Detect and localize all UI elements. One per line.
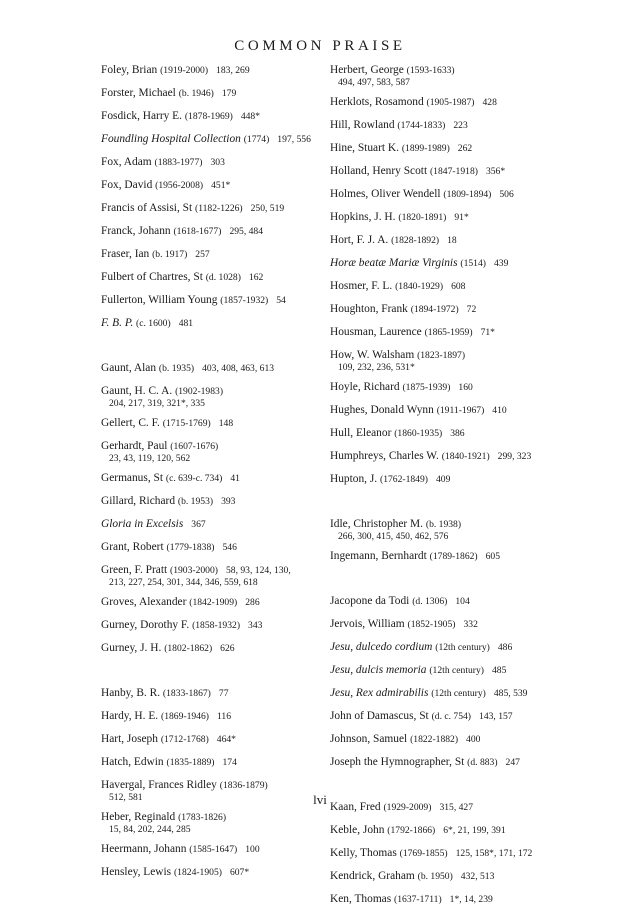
- index-entry: [330, 473, 570, 486]
- entry-name: Hopkins, J. H.: [330, 211, 396, 223]
- entry-dates: (d. 1306): [412, 596, 448, 607]
- entry-name: Gaunt, H. C. A.: [101, 385, 173, 397]
- entry-dates: (1894-1972): [410, 304, 459, 315]
- entry-pages: 448*: [240, 111, 261, 122]
- entry-pages: 286: [245, 597, 260, 608]
- index-entry: [101, 271, 321, 284]
- entry-pages: 386: [450, 428, 465, 439]
- entry-pages: 451*: [211, 180, 231, 191]
- index-entry: [101, 866, 321, 879]
- entry-dates: (b. 1917): [152, 249, 188, 260]
- entry-pages: 179: [221, 88, 237, 99]
- entry-name: Hoyle, Richard: [330, 381, 400, 393]
- index-entry: [101, 495, 321, 508]
- entry-name: Gellert, C. F.: [101, 417, 160, 429]
- entry-dates: (1715-1769): [162, 418, 211, 429]
- index-entry: [101, 87, 321, 100]
- index-entry: [330, 211, 570, 224]
- entry-pages: 485: [491, 665, 507, 676]
- entry-dates: (b. 1935): [158, 363, 195, 374]
- entry-pages: 58, 93, 124, 130,: [225, 565, 291, 576]
- entry-pages-continued: 213, 227, 254, 301, 344, 346, 559, 618: [109, 577, 258, 588]
- index-entry: [101, 733, 321, 746]
- entry-pages: 605: [485, 551, 501, 562]
- entry-dates: (1809-1894): [443, 189, 492, 200]
- entry-name: Hanby, B. R.: [101, 687, 161, 699]
- entry-pages: 71*: [480, 327, 495, 338]
- entry-name: Humphreys, Charles W.: [330, 450, 439, 462]
- entry-dates: (1585-1647): [189, 844, 238, 855]
- entry-pages-continued: 204, 217, 319, 321*, 335: [109, 398, 205, 409]
- entry-name: Horæ beatæ Mariæ Virginis: [330, 257, 458, 269]
- entry-dates: (1857-1932): [220, 295, 269, 306]
- entry-pages: 148: [218, 418, 234, 429]
- entry-pages: 299, 323: [497, 451, 532, 462]
- entry-dates: (1929-2009): [383, 802, 432, 813]
- entry-pages: 197, 556: [277, 134, 311, 145]
- entry-dates: (1899-1989): [401, 143, 450, 154]
- index-entry: [330, 595, 570, 608]
- entry-dates: (1802-1862): [164, 643, 213, 654]
- entry-name: Heber, Reginald: [101, 811, 176, 823]
- entry-dates: (c. 639-c. 734): [165, 473, 223, 484]
- entry-name: Gurney, Dorothy F.: [101, 619, 190, 631]
- entry-name: Ken, Thomas: [330, 893, 392, 905]
- index-entry: [101, 518, 321, 531]
- entry-dates: (1860-1935): [394, 428, 443, 439]
- entry-name: Heermann, Johann: [101, 843, 187, 855]
- entry-name: Hort, F. J. A.: [330, 234, 389, 246]
- entry-dates: (12th century): [431, 688, 486, 699]
- index-entry: [101, 843, 321, 856]
- entry-dates: (1182-1226): [195, 203, 243, 214]
- entry-pages: 125, 158*, 171, 172: [455, 848, 533, 859]
- entry-pages: 367: [191, 519, 206, 530]
- entry-dates: (1789-1862): [429, 551, 478, 562]
- entry-dates: (1769-1855): [399, 848, 448, 859]
- entry-pages: 485, 539: [493, 688, 528, 699]
- index-entry: [101, 133, 321, 146]
- entry-dates: (1865-1959): [424, 327, 473, 338]
- entry-name: Francis of Assisi, St: [101, 202, 193, 214]
- entry-name: Forster, Michael: [101, 87, 176, 99]
- entry-name: Hill, Rowland: [330, 119, 395, 131]
- entry-dates: (1593-1633): [406, 65, 455, 76]
- entry-dates: (b. 1938): [425, 519, 462, 530]
- entry-pages: 332: [463, 619, 478, 630]
- index-entry: [330, 303, 570, 316]
- entry-pages: 486: [497, 642, 513, 653]
- entry-pages-continued: 109, 232, 236, 531*: [338, 362, 415, 373]
- entry-pages: 439: [493, 258, 509, 269]
- entry-dates: (1824-1905): [173, 867, 222, 878]
- entry-pages: 6*, 21, 199, 391: [443, 825, 506, 836]
- entry-dates: (1762-1849): [380, 474, 428, 485]
- entry-dates: (1792-1866): [387, 825, 436, 836]
- index-entry: [101, 110, 321, 123]
- letter-group-gap: [101, 665, 321, 687]
- entry-name: Hensley, Lewis: [101, 866, 172, 878]
- entry-dates: (1840-1921): [441, 451, 490, 462]
- entry-dates: (1836-1879): [219, 780, 268, 791]
- entry-name: Fullerton, William Young: [101, 294, 218, 306]
- entry-name: Holmes, Oliver Wendell: [330, 188, 441, 200]
- entry-dates: (1822-1882): [410, 734, 459, 745]
- entry-dates: (12th century): [435, 642, 490, 653]
- entry-name: Hosmer, F. L.: [330, 280, 393, 292]
- entry-dates: (1869-1946): [161, 711, 209, 722]
- letter-group-gap: [101, 340, 321, 362]
- entry-name: Fulbert of Chartres, St: [101, 271, 203, 283]
- page-number: lvi: [313, 792, 327, 807]
- entry-dates: (1823-1897): [417, 350, 466, 361]
- entry-name: Gloria in Excelsis: [101, 518, 184, 530]
- entry-pages: 223: [453, 120, 468, 131]
- entry-pages: 400: [466, 734, 481, 745]
- entry-name: Groves, Alexander: [101, 596, 187, 608]
- entry-name: Jacopone da Todi: [330, 595, 410, 607]
- index-entry: [101, 317, 321, 330]
- index-column-left: [101, 64, 321, 889]
- index-entry: [330, 733, 570, 746]
- index-entry: [101, 64, 321, 77]
- index-entry: [330, 870, 570, 883]
- index-entry: [330, 518, 570, 542]
- index-entry: [330, 687, 570, 700]
- index-entry: [101, 687, 321, 700]
- entry-dates: (1514): [460, 258, 486, 269]
- index-entry: [330, 893, 570, 906]
- index-entry: [101, 294, 321, 307]
- entry-dates: (1835-1889): [166, 757, 215, 768]
- entry-dates: (1607-1676): [170, 441, 219, 452]
- entry-pages: 100: [245, 844, 260, 855]
- entry-pages: 343: [248, 620, 263, 631]
- index-entry: [330, 188, 570, 201]
- entry-name: Gerhardt, Paul: [101, 440, 168, 452]
- index-entry: [330, 550, 570, 563]
- entry-name: Germanus, St: [101, 472, 164, 484]
- entry-dates: (1828-1892): [391, 235, 440, 246]
- entry-dates: (1842-1909): [189, 597, 238, 608]
- entry-pages: 257: [195, 249, 210, 260]
- index-entry: [101, 756, 321, 769]
- index-entry: [330, 641, 570, 654]
- entry-pages: 143, 157: [479, 711, 513, 722]
- entry-pages: 464*: [216, 734, 236, 745]
- entry-pages: 160: [458, 382, 473, 393]
- entry-dates: (1820-1891): [398, 212, 447, 223]
- index-entry: [330, 427, 570, 440]
- index-entry: [101, 202, 321, 215]
- entry-pages: 546: [222, 542, 237, 553]
- entry-name: Hardy, H. E.: [101, 710, 159, 722]
- entry-name: Fosdick, Harry E.: [101, 110, 182, 122]
- index-entry: [330, 618, 570, 631]
- entry-pages: 262: [457, 143, 473, 154]
- entry-pages: 162: [248, 272, 264, 283]
- letter-group-gap: [330, 573, 570, 595]
- entry-pages: 72: [466, 304, 477, 315]
- entry-name: Housman, Laurence: [330, 326, 422, 338]
- running-header: COMMON PRAISE: [234, 38, 406, 54]
- entry-pages: 409: [435, 474, 451, 485]
- entry-name: Fraser, Ian: [101, 248, 150, 260]
- entry-pages: 315, 427: [439, 802, 474, 813]
- entry-name: Kaan, Fred: [330, 801, 381, 813]
- entry-name: Ingemann, Bernhardt: [330, 550, 427, 562]
- entry-name: Joseph the Hymnographer, St: [330, 756, 465, 768]
- entry-name: Johnson, Samuel: [330, 733, 408, 745]
- entry-pages: 54: [276, 295, 286, 306]
- entry-dates: (1783-1826): [178, 812, 227, 823]
- entry-name: John of Damascus, St: [330, 710, 429, 722]
- entry-dates: (1902-1983): [175, 386, 224, 397]
- index-entry: [330, 450, 570, 463]
- index-entry: [330, 64, 570, 88]
- entry-pages: 250, 519: [250, 203, 285, 214]
- index-entry: [330, 119, 570, 132]
- index-entry: [101, 156, 321, 169]
- entry-dates: (1956-2008): [155, 180, 204, 191]
- entry-dates: (1744-1833): [397, 120, 446, 131]
- entry-dates: (d. 1028): [205, 272, 241, 283]
- entry-dates: (b. 1953): [177, 496, 214, 507]
- entry-dates: (1883-1977): [154, 157, 203, 168]
- index-entry: [330, 664, 570, 677]
- entry-name: Idle, Christopher M.: [330, 518, 424, 530]
- index-entry: [101, 362, 321, 375]
- entry-pages: 481: [178, 318, 194, 329]
- entry-dates: (1774): [243, 134, 270, 145]
- entry-dates: (1919-2000): [160, 65, 209, 76]
- entry-name: Keble, John: [330, 824, 385, 836]
- index-entry: [330, 142, 570, 155]
- entry-dates: (12th century): [429, 665, 484, 676]
- entry-name: Green, F. Pratt: [101, 564, 168, 576]
- entry-name: Hatch, Edwin: [101, 756, 164, 768]
- entry-pages: 356*: [485, 166, 506, 177]
- entry-dates: (c. 1600): [136, 318, 171, 329]
- entry-name: Holland, Henry Scott: [330, 165, 428, 177]
- entry-dates: (1840-1929): [395, 281, 444, 292]
- entry-dates: (1911-1967): [436, 405, 485, 416]
- entry-dates: (1833-1867): [162, 688, 211, 699]
- entry-pages: 432, 513: [460, 871, 495, 882]
- entry-pages: 428: [482, 97, 497, 108]
- entry-name: F. B. P.: [101, 317, 134, 329]
- entry-name: Fox, Adam: [101, 156, 152, 168]
- letter-group-gap: [330, 496, 570, 518]
- index-entry: [330, 824, 570, 837]
- index-entry: [101, 248, 321, 261]
- index-entry: [101, 440, 321, 464]
- index-entry: [330, 280, 570, 293]
- index-entry: [330, 96, 570, 109]
- entry-dates: (d. 883): [467, 757, 498, 768]
- entry-pages: 410: [492, 405, 507, 416]
- index-entry: [330, 847, 570, 860]
- entry-name: Gaunt, Alan: [101, 362, 157, 374]
- index-entry: [101, 417, 321, 430]
- entry-dates: (1637-1711): [394, 894, 442, 905]
- entry-pages: 77: [218, 688, 229, 699]
- index-entry: [101, 541, 321, 554]
- index-entry: [330, 756, 570, 769]
- entry-pages: 183, 269: [216, 65, 250, 76]
- entry-pages-continued: 512, 581: [109, 792, 143, 803]
- entry-pages: 295, 484: [229, 226, 264, 237]
- entry-name: Hupton, J.: [330, 473, 378, 485]
- index-entry: [330, 381, 570, 394]
- index-entry: [101, 225, 321, 238]
- entry-pages: 91*: [454, 212, 469, 223]
- entry-name: How, W. Walsham: [330, 349, 415, 361]
- entry-name: Gurney, J. H.: [101, 642, 162, 654]
- entry-dates: (b. 1946): [178, 88, 214, 99]
- entry-name: Jesu, Rex admirabilis: [330, 687, 429, 699]
- entry-pages: 403, 408, 463, 613: [202, 363, 275, 374]
- entry-pages: 18: [447, 235, 457, 246]
- entry-name: Jervois, William: [330, 618, 405, 630]
- entry-name: Franck, Johann: [101, 225, 171, 237]
- entry-dates: (1905-1987): [426, 97, 475, 108]
- entry-name: Jesu, dulcis memoria: [330, 664, 427, 676]
- entry-pages: 1*, 14, 239: [449, 894, 493, 905]
- entry-pages: 116: [216, 711, 232, 722]
- entry-dates: (d. c. 754): [431, 711, 472, 722]
- entry-name: Foley, Brian: [101, 64, 158, 76]
- entry-pages-continued: 23, 43, 119, 120, 562: [109, 453, 191, 464]
- entry-dates: (1847-1918): [429, 166, 478, 177]
- entry-name: Kendrick, Graham: [330, 870, 415, 882]
- entry-pages: 303: [210, 157, 225, 168]
- index-entry: [330, 404, 570, 417]
- entry-name: Houghton, Frank: [330, 303, 408, 315]
- index-entry: [330, 326, 570, 339]
- entry-name: Gillard, Richard: [101, 495, 176, 507]
- entry-name: Jesu, dulcedo cordium: [330, 641, 433, 653]
- entry-name: Herklots, Rosamond: [330, 96, 424, 108]
- index-entry: [101, 385, 321, 409]
- index-entry: [330, 165, 570, 178]
- entry-pages: 104: [455, 596, 470, 607]
- entry-dates: (1712-1768): [160, 734, 209, 745]
- entry-pages: 506: [499, 189, 514, 200]
- entry-pages: 247: [505, 757, 520, 768]
- entry-pages: 607*: [229, 867, 250, 878]
- entry-name: Havergal, Frances Ridley: [101, 779, 217, 791]
- index-entry: [330, 349, 570, 373]
- index-column-right: [330, 64, 570, 916]
- index-entry: [101, 596, 321, 609]
- entry-pages: 608: [451, 281, 466, 292]
- entry-name: Hull, Eleanor: [330, 427, 392, 439]
- entry-pages: 41: [230, 473, 240, 484]
- index-entry: [330, 234, 570, 247]
- entry-dates: (1858-1932): [192, 620, 241, 631]
- entry-name: Foundling Hospital Collection: [101, 133, 241, 145]
- entry-dates: (1852-1905): [407, 619, 456, 630]
- index-entry: [101, 564, 321, 588]
- index-entry: [101, 179, 321, 192]
- entry-dates: (1903-2000): [170, 565, 218, 576]
- entry-dates: (1875-1939): [402, 382, 451, 393]
- entry-dates: (1779-1838): [166, 542, 215, 553]
- entry-pages: 626: [220, 643, 235, 654]
- entry-name: Kelly, Thomas: [330, 847, 397, 859]
- index-entry: [330, 257, 570, 270]
- entry-name: Hart, Joseph: [101, 733, 158, 745]
- entry-pages-continued: 266, 300, 415, 450, 462, 576: [338, 531, 449, 542]
- entry-name: Herbert, George: [330, 64, 404, 76]
- entry-name: Grant, Robert: [101, 541, 164, 553]
- entry-pages: 174: [222, 757, 237, 768]
- index-entry: [101, 811, 321, 835]
- entry-name: Fox, David: [101, 179, 153, 191]
- index-entry: [101, 710, 321, 723]
- entry-pages: 393: [221, 496, 236, 507]
- entry-dates: (b. 1950): [417, 871, 453, 882]
- entry-pages-continued: 494, 497, 583, 587: [338, 77, 410, 88]
- entry-dates: (1618-1677): [173, 226, 222, 237]
- entry-dates: (1878-1969): [184, 111, 233, 122]
- entry-pages-continued: 15, 84, 202, 244, 285: [109, 824, 191, 835]
- index-entry: [330, 710, 570, 723]
- entry-name: Hughes, Donald Wynn: [330, 404, 434, 416]
- entry-name: Hine, Stuart K.: [330, 142, 399, 154]
- index-entry: [101, 472, 321, 485]
- index-entry: [101, 619, 321, 632]
- index-entry: [101, 642, 321, 655]
